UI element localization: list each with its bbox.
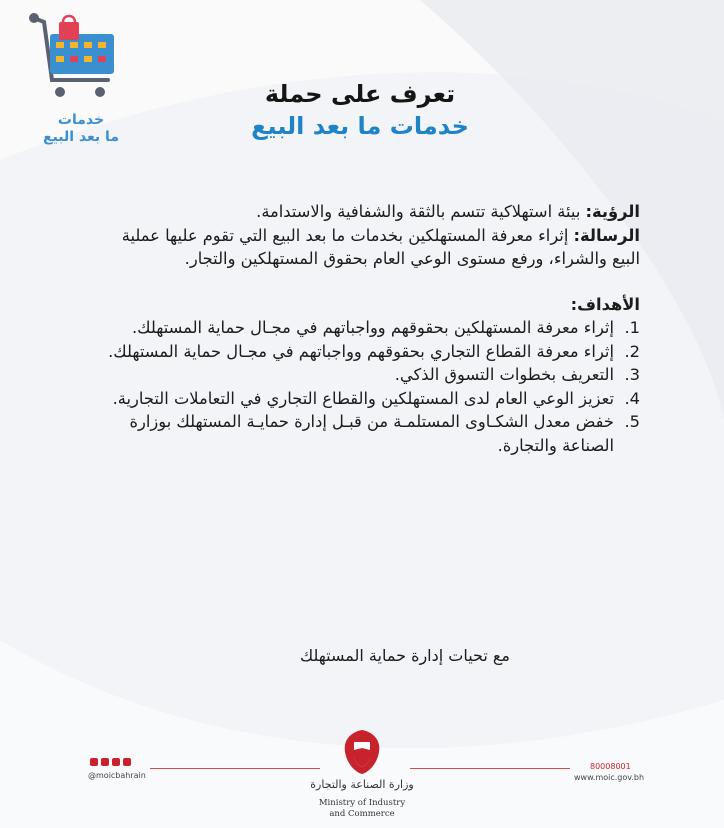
title-line2: خدمات ما بعد البيع (251, 112, 469, 140)
logo-label-line1: خدمات (57, 112, 105, 128)
goal-item (90, 316, 640, 340)
vision-label: الرؤية: (585, 202, 640, 221)
ministry-name-ar: وزارة الصناعة والتجارة (310, 778, 414, 791)
ministry-en-line2: and Commerce (329, 809, 395, 819)
instagram-icon[interactable] (112, 758, 120, 766)
goal-text: التعريف بخطوات التسوق الذكي. (394, 365, 614, 384)
goal-text: تعزيز الوعي العام لدى المستهلكين والقطاع التجاري في التعاملات التجارية. (112, 388, 614, 408)
campaign-body (90, 200, 640, 457)
youtube-icon[interactable] (123, 758, 131, 766)
goal-number: 5. (624, 412, 640, 431)
x-icon[interactable] (90, 758, 98, 766)
shopping-cart-icon (26, 8, 136, 112)
goal-text: إثراء معرفة المستهلكين بحقوقهم وواجباتهم في مجـال حماية المستهلك. (131, 318, 614, 337)
signature: مع تحيات إدارة حماية المستهلك (300, 646, 510, 665)
social-handle[interactable]: @moicbahrain (88, 771, 146, 780)
hotline-number[interactable]: 80008001 (590, 762, 631, 771)
facebook-icon[interactable] (101, 758, 109, 766)
ministry-name-en (292, 798, 432, 820)
ministry-en-line1: Ministry of Industry (318, 798, 406, 808)
mission-paragraph (90, 224, 640, 271)
goals-list (90, 316, 640, 457)
goals-heading: الأهداف: (570, 294, 640, 314)
website-link[interactable]: www.moic.gov.bh (574, 773, 645, 782)
goal-item (90, 340, 640, 364)
page-title (150, 78, 570, 142)
vision-text: بيئة استهلاكية تتسم بالثقة والشفافية والاستدامة. (256, 202, 581, 221)
mission-text: إثراء معرفة المستهلكين بخدمات ما بعد البيع التي تقوم عليها عملية البيع والشراء، ورفع مستوى الوعي العام بحقوق المستهلكين والتجار. (121, 225, 640, 268)
goal-item (90, 387, 640, 411)
footer-divider-right (410, 768, 570, 769)
goal-item (90, 363, 640, 387)
social-icons (90, 758, 131, 766)
goal-text: إثراء معرفة القطاع التجاري بحقوقهم وواجباتهم في مجـال حماية المستهلك. (108, 341, 614, 361)
goal-text: خفض معدل الشكـاوى المستلمـة من قبـل إدارة حمايـة المستهلك بوزارة الصناعة والتجارة. (129, 412, 614, 455)
title-line1: تعرف على حملة (264, 80, 456, 108)
goal-number: 2. (624, 341, 640, 361)
goal-number: 1. (624, 318, 640, 337)
goal-item (90, 410, 640, 457)
bahrain-emblem-icon (341, 728, 383, 776)
campaign-logo (26, 8, 136, 148)
footer-divider-left (150, 768, 320, 769)
logo-label-line2: ما بعد البيع (43, 129, 119, 145)
vision-paragraph (90, 200, 640, 224)
goal-number: 3. (624, 365, 640, 384)
mission-label: الرسالة: (573, 225, 640, 245)
goal-number: 4. (624, 388, 640, 408)
